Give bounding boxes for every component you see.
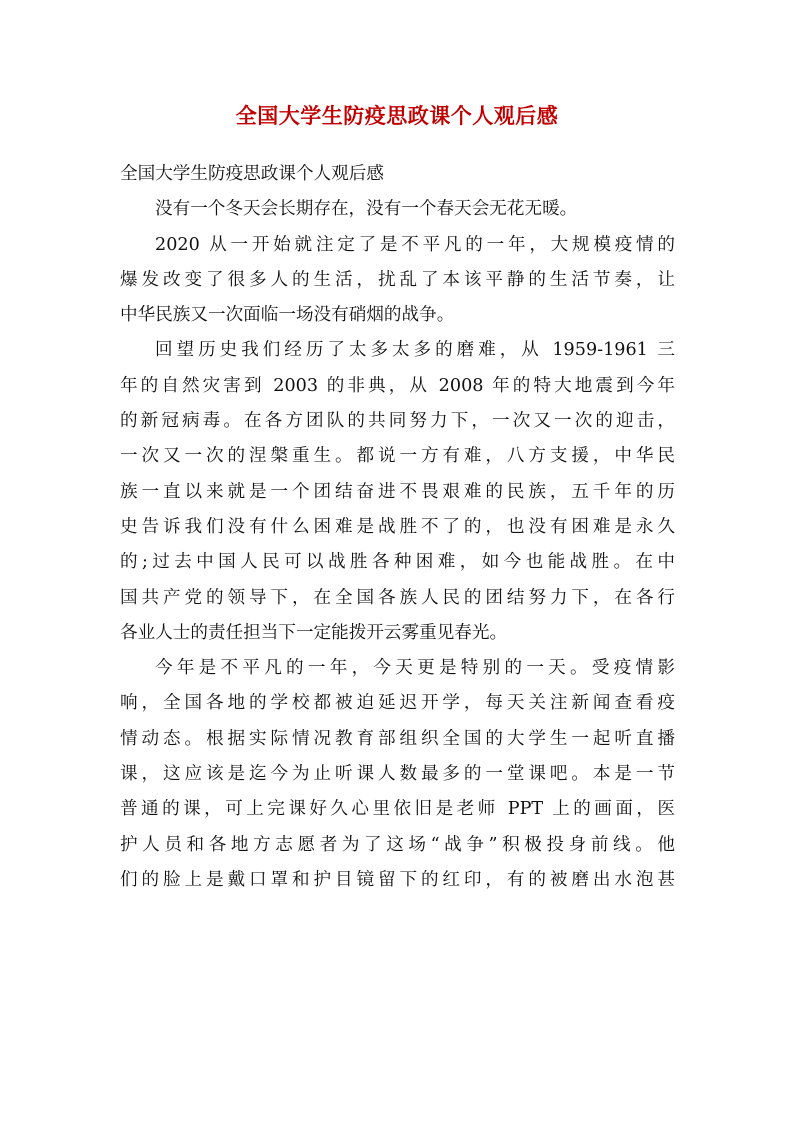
text-line: 普通的课，可上完课好久心里依旧是老师 PPT 上的画面，医: [120, 799, 675, 820]
text-line: 的;过去中国人民可以战胜各种困难，如今也能战胜。在中: [120, 552, 675, 573]
text-line: 中华民族又一次面临一场没有硝烟的战争。: [120, 305, 455, 326]
text-line: 爆发改变了很多人的生活，扰乱了本该平静的生活节奏，让: [120, 269, 675, 290]
text-line: 没有一个冬天会长期存在，没有一个春天会无花无暖。: [155, 199, 578, 220]
text-line: 回望历史我们经历了太多太多的磨难，从 1959-1961 三: [155, 340, 675, 361]
text-line: 们的脸上是戴口罩和护目镜留下的红印，有的被磨出水泡甚: [120, 869, 675, 890]
text-line: 族一直以来就是一个团结奋进不畏艰难的民族，五千年的历: [120, 481, 675, 502]
document-title: 全国大学生防疫思政课个人观后感: [235, 103, 559, 128]
text-line: 情动态。根据实际情况教育部组织全国的大学生一起听直播: [120, 728, 675, 749]
text-line: 国共产党的领导下，在全国各族人民的团结努力下，在各行: [120, 587, 675, 608]
document-body: [120, 157, 675, 898]
text-line: 课，这应该是迄今为止听课人数最多的一堂课吧。本是一节: [120, 764, 675, 785]
text-line: 护人员和各地方志愿者为了这场“战争”积极投身前线。他: [120, 834, 675, 855]
text-line: 今年是不平凡的一年，今天更是特别的一天。受疫情影: [155, 658, 675, 679]
text-line: 一次又一次的涅槃重生。都说一方有难，八方支援，中华民: [120, 446, 675, 467]
text-line: 年的自然灾害到 2003 的非典，从 2008 年的特大地震到今年: [120, 375, 675, 396]
text-line: 响，全国各地的学校都被迫延迟开学，每天关注新闻查看疫: [120, 693, 675, 714]
text-line: 史告诉我们没有什么困难是战胜不了的，也没有困难是永久: [120, 516, 675, 537]
text-line: 2020 从一开始就注定了是不平凡的一年，大规模疫情的: [155, 234, 675, 255]
text-line: 全国大学生防疫思政课个人观后感: [120, 164, 384, 184]
text-line: 各业人士的责任担当下一定能拨开云雾重见春光。: [120, 622, 508, 643]
text-line: 的新冠病毒。在各方团队的共同努力下，一次又一次的迎击，: [120, 411, 675, 432]
